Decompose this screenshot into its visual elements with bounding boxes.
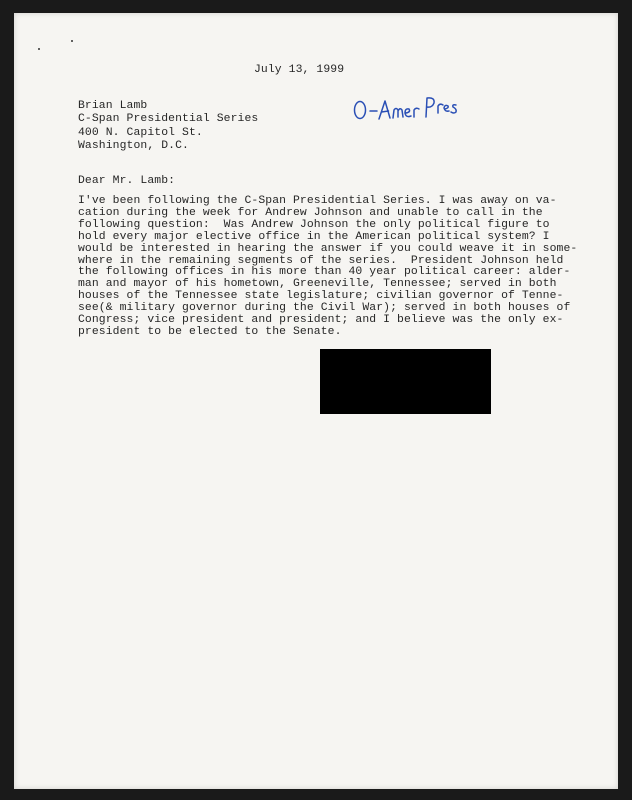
recipient-address	[78, 100, 258, 154]
redacted-signature-block	[320, 349, 491, 414]
handwritten-annotation	[350, 91, 480, 131]
letter-page	[14, 13, 618, 789]
recipient-name: Brian Lamb	[78, 100, 148, 112]
recipient-city: Washington, D.C.	[78, 140, 189, 153]
paper-speck	[71, 40, 73, 42]
body-line: following question: Was Andrew Johnson the only political figure to	[78, 218, 550, 231]
body-line: houses of the Tennessee state legislature; civilian governor of Tenne-	[78, 290, 564, 303]
paper-speck	[38, 48, 40, 50]
body-line: president to be elected to the Senate.	[78, 325, 342, 338]
body-line: the following offices in his more than 40 year political career: alder-	[78, 266, 571, 279]
body-line: I've been following the C-Span Presidential Series. I was away on va-	[78, 195, 557, 207]
handwriting-scribble	[350, 91, 480, 131]
body-line: would be interested in hearing the answer if you could weave it in some-	[78, 242, 578, 255]
letter-date: July 13, 1999	[254, 64, 345, 76]
body-line: man and mayor of his hometown, Greeneville, Tennessee; served in both	[78, 278, 557, 291]
body-line: see(& military governor during the Civil War); served in both houses of	[78, 302, 571, 315]
body-line: Congress; vice president and president; and I believe was the only ex-	[78, 314, 564, 327]
recipient-street: 400 N. Capitol St.	[78, 126, 203, 139]
recipient-organization: C-Span Presidential Series	[78, 113, 259, 126]
salutation: Dear Mr. Lamb:	[78, 175, 176, 187]
letter-body	[78, 196, 577, 339]
body-line: cation during the week for Andrew Johnson and unable to call in the	[78, 206, 543, 219]
body-line: hold every major elective office in the American political system? I	[78, 230, 550, 243]
body-line: where in the remaining segments of the series. President Johnson held	[78, 254, 564, 267]
